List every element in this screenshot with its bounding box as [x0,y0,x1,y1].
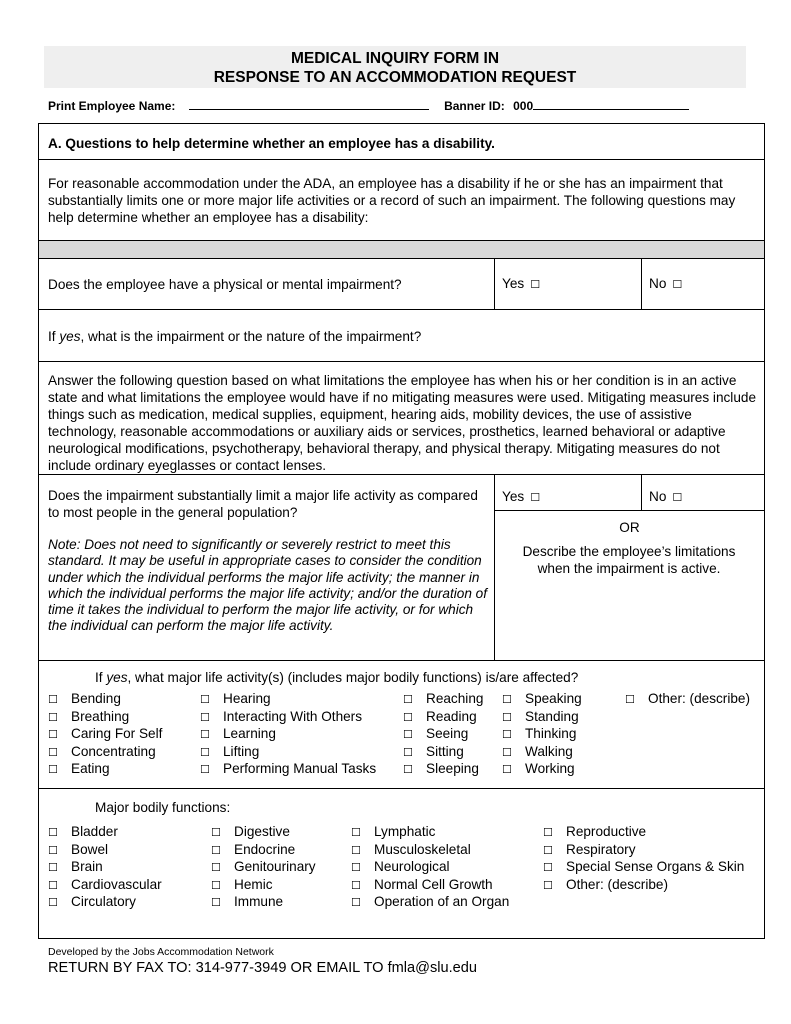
checkbox-option[interactable] [211,842,316,860]
q3-yes-label: Yes [502,489,525,504]
checkbox[interactable]: ☐ [211,861,221,874]
checkbox[interactable]: ☐ [48,843,58,857]
checkbox-label: Other: (describe) [648,691,750,706]
checkbox-label: Learning [223,726,276,741]
checkbox-label: Working [525,761,575,776]
checkbox-label: Eating [71,761,110,776]
employee-name-field[interactable] [189,99,429,110]
checkbox-label: Other: (describe) [566,876,668,892]
checkbox-label: Respiratory [566,841,636,857]
checkbox-option[interactable] [211,877,316,895]
impairment-nature-row[interactable] [39,310,764,362]
checkbox-option[interactable] [48,894,162,912]
checkbox-label: Seeing [426,726,469,741]
checkbox-label: Reading [426,708,477,724]
q1-yes-cell [494,259,641,309]
checkbox[interactable]: ☐ [48,896,58,909]
checkbox-option[interactable] [543,824,744,842]
checkbox-option[interactable] [48,824,162,842]
checkbox[interactable]: ☐ [200,728,210,741]
checkbox[interactable]: ☐ [211,826,221,839]
q1-no-label: No [649,276,667,291]
mitigating-measures-row [39,362,764,475]
checkbox-label: Sitting [426,743,464,759]
limitation-question-row [39,475,764,661]
checkbox-label: Speaking [525,691,582,706]
checkbox-label: Concentrating [71,743,156,759]
checkbox-option[interactable] [211,859,316,877]
checkbox-option[interactable] [502,691,582,709]
life-activities-col-3 [403,691,483,779]
checkbox-label: Cardiovascular [71,876,162,892]
impairment-nature-question: If yes, what is the impairment or the nature of the impairment? [48,329,422,344]
checkbox[interactable]: ☐ [351,843,361,857]
employee-info-line [48,99,689,113]
checkbox-option[interactable] [200,744,376,762]
checkbox-label: Interacting With Others [223,708,363,724]
checkbox-label: Walking [525,743,573,759]
bodily-functions-col-1 [48,824,162,912]
checkbox-option[interactable] [48,859,162,877]
checkbox[interactable]: ☐ [543,861,553,874]
checkbox[interactable]: ☐ [48,826,58,839]
life-activities-col-2 [200,691,376,779]
checkbox[interactable]: ☐ [200,693,210,706]
checkbox-option[interactable] [502,709,582,727]
checkbox-option[interactable] [351,877,509,895]
banner-id-field[interactable] [533,99,689,110]
checkbox[interactable]: ☐ [543,826,553,839]
life-activities-row [39,661,764,789]
section-a-header-row [39,124,764,160]
bodily-functions-section [39,789,764,939]
checkbox[interactable]: ☐ [403,745,413,759]
checkbox-label: Genitourinary [234,859,316,874]
checkbox-option[interactable] [403,761,483,779]
checkbox[interactable]: ☐ [543,843,553,857]
checkbox[interactable]: ☐ [48,878,58,892]
checkbox-option[interactable] [211,894,316,912]
checkbox-label: Sleeping [426,761,479,776]
checkbox-label: Special Sense Organs & Skin [566,859,745,874]
checkbox-option[interactable] [543,842,744,860]
checkbox-label: Bending [71,691,121,706]
checkbox-option[interactable] [502,761,582,779]
checkbox-label: Hemic [234,876,273,892]
checkbox-option[interactable] [351,894,509,912]
checkbox[interactable]: ☐ [351,826,361,839]
form-title [44,46,746,88]
life-activities-prompt: If yes, what major life activity(s) (includes major bodily functions) is/are affected? [95,670,579,685]
form-table [38,123,765,939]
checkbox-option[interactable] [48,761,162,779]
checkbox[interactable]: ☐ [211,896,221,909]
checkbox-option[interactable] [200,726,376,744]
checkbox[interactable]: ☐ [48,728,58,741]
checkbox-label: Bowel [71,841,109,857]
checkbox[interactable]: ☐ [502,763,512,776]
checkbox-option[interactable] [48,744,162,762]
bodily-functions-col-4 [543,824,744,894]
checkbox-option[interactable] [502,726,582,744]
checkbox[interactable]: ☐ [48,861,58,874]
return-instructions: RETURN BY FAX TO: 314-977-3949 OR EMAIL TO fmla@slu.edu [48,960,478,976]
checkbox[interactable]: ☐ [403,710,413,724]
checkbox-option[interactable] [351,859,509,877]
checkbox[interactable]: ☐ [200,763,210,776]
checkbox[interactable]: ☐ [403,763,413,776]
q1-yes-checkbox[interactable]: ☐ [530,278,541,291]
developed-by-note: Developed by the Jobs Accommodation Network [48,946,274,958]
checkbox-option[interactable] [543,859,744,877]
q3-no-option[interactable] [649,489,685,504]
checkbox[interactable]: ☐ [200,710,210,724]
q3-no-checkbox[interactable]: ☐ [672,491,683,504]
checkbox[interactable]: ☐ [48,710,58,724]
title-line-1: MEDICAL INQUIRY FORM IN [290,50,500,67]
limitation-note: Note: Does not need to significantly or severely restrict to meet this standard. It may be useful in appropriate cases to consider the condition under which the individual performs the major life activity; the manner in which the individual performs the major life activity; and/or the duration of time it takes the individual to perform the major life activity, or for which the individual can perform the major life activity. [48,537,487,634]
checkbox-label: Immune [234,894,284,909]
q3-yes-option[interactable] [502,489,543,504]
checkbox-label: Performing Manual Tasks [223,761,377,776]
life-activities-col-4 [502,691,582,779]
checkbox[interactable]: ☐ [502,728,512,741]
q3-yes-checkbox[interactable]: ☐ [530,491,541,504]
intro-row [39,160,764,241]
checkbox-label: Endocrine [234,841,296,857]
bodily-functions-col-3 [351,824,509,912]
or-label: OR [619,520,640,535]
checkbox-label: Bladder [71,824,118,839]
checkbox-label: Brain [71,859,103,874]
mitigating-measures-text: Answer the following question based on what limitations the employee has when his or her condition is in an active state and what limitations the employee would have if no mitigating measures were used. Mitigating measures include things such as medication, medical supplies, equipment, hearing aids, mobility devices, the use of assistive technology, reasonable accommodations or auxiliary aids or services, prosthetics, learned behavioral or adaptive neurological modifications, psychotherapy, behavioral therapy, and physical therapy. Mitigating measures do not include ordinary eyeglasses or contact lenses. [48,373,757,473]
checkbox[interactable]: ☐ [211,843,221,857]
checkbox[interactable]: ☐ [351,878,361,892]
checkbox-option[interactable] [48,726,162,744]
checkbox-label: Reaching [426,691,484,706]
bodily-functions-col-2 [211,824,316,912]
describe-limitations-prompt[interactable]: Describe the employee’s limitations when the impairment is active. [522,544,736,576]
q1-no-option[interactable] [649,276,685,291]
q1-no-checkbox[interactable]: ☐ [672,278,683,291]
q3-no-label: No [649,489,667,504]
checkbox-label: Operation of an Organ [374,894,510,909]
checkbox-label: Lymphatic [374,824,436,839]
checkbox-label: Lifting [223,743,260,759]
checkbox-label: Normal Cell Growth [374,876,493,892]
checkbox-option[interactable] [403,691,483,709]
checkbox-option[interactable] [200,709,376,727]
checkbox-label: Breathing [71,708,130,724]
life-activities-col-5 [625,691,750,709]
checkbox[interactable]: ☐ [403,728,413,741]
checkbox-option[interactable] [543,877,744,895]
checkbox-option[interactable] [625,691,750,709]
checkbox[interactable]: ☐ [48,693,58,706]
checkbox-option[interactable] [351,824,509,842]
limitation-question: Does the impairment substantially limit a major life activity as compared to most people in the general population? [48,488,478,520]
impairment-question: Does the employee have a physical or mental impairment? [48,277,402,292]
checkbox[interactable]: ☐ [543,878,553,892]
impairment-question-row [39,259,764,310]
checkbox-label: Reproductive [566,824,647,839]
checkbox-label: Neurological [374,859,450,874]
section-a-heading: A. Questions to help determine whether an employee has a disability. [48,136,495,151]
checkbox-option[interactable] [48,877,162,895]
q1-yes-label: Yes [502,276,525,291]
checkbox-option[interactable] [211,824,316,842]
title-line-2: RESPONSE TO AN ACCOMMODATION REQUEST [213,69,577,86]
banner-id-prefix: 000 [513,99,534,113]
checkbox[interactable]: ☐ [48,745,58,759]
bodily-functions-heading: Major bodily functions: [95,800,231,815]
checkbox-option[interactable] [48,842,162,860]
checkbox-label: Caring For Self [71,726,163,741]
q1-yes-option[interactable] [502,276,543,291]
checkbox-option[interactable] [351,842,509,860]
employee-name-label: Print Employee Name: [48,99,176,113]
gray-separator [39,241,764,259]
checkbox-option[interactable] [403,744,483,762]
checkbox-label: Digestive [234,824,290,839]
checkbox-option[interactable] [502,744,582,762]
checkbox-label: Musculoskeletal [374,841,471,857]
checkbox-label: Thinking [525,726,577,741]
checkbox[interactable]: ☐ [502,710,512,724]
q1-no-cell [641,259,764,309]
checkbox[interactable]: ☐ [403,693,413,706]
life-activities-col-1 [48,691,162,779]
checkbox-option[interactable] [403,709,483,727]
checkbox-label: Standing [525,708,579,724]
checkbox[interactable]: ☐ [351,861,361,874]
checkbox[interactable]: ☐ [200,745,210,759]
checkbox[interactable]: ☐ [502,693,512,706]
checkbox[interactable]: ☐ [625,693,635,706]
checkbox-option[interactable] [48,691,162,709]
checkbox-option[interactable] [403,726,483,744]
checkbox-label: Circulatory [71,894,136,909]
checkbox[interactable]: ☐ [351,896,361,909]
ada-definition-text: For reasonable accommodation under the ADA, an employee has a disability if he or she has an impairment that substantially limits one or more major life activities or a record of such an impairment. The following questions may help determine whether an employee has a disability: [48,176,736,225]
checkbox-label: Hearing [223,691,271,706]
checkbox[interactable]: ☐ [48,763,58,776]
checkbox-option[interactable] [48,709,162,727]
q3-yesno-divider [494,510,764,511]
checkbox[interactable]: ☐ [211,878,221,892]
checkbox[interactable]: ☐ [502,745,512,759]
checkbox-option[interactable] [200,691,376,709]
checkbox-option[interactable] [200,761,376,779]
banner-id-label: Banner ID: [444,99,505,113]
